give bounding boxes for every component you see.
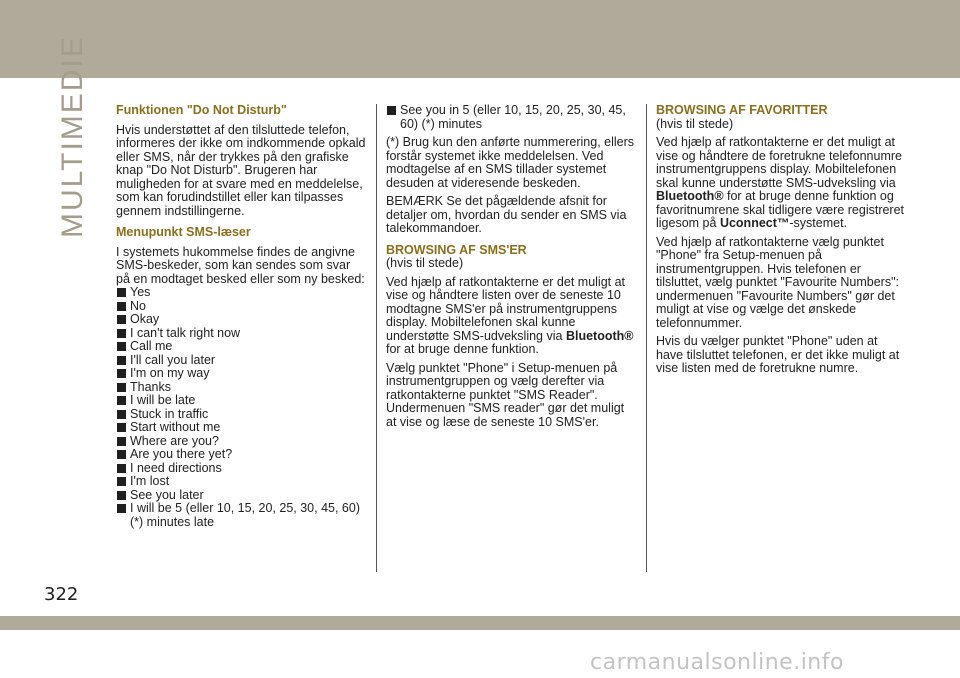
list-item: No <box>116 300 366 314</box>
list-item: See you in 5 (eller 10, 15, 20, 25, 30, 45, 60) (*) minutes <box>386 104 636 131</box>
paragraph-favorites-no-phone: Hvis du vælger punktet "Phone" uden at have tilsluttet telefonen, er det ikke muligt at vise listen med de foretrukne numre. <box>656 334 900 375</box>
paragraph-sms-reader-steps: Vælg punktet "Phone" i Setup-menuen på instrumentgruppen og vælg derefter via ratkontakterne punktet "SMS Reader". Undermenuen "SMS reader" gør det muligt at vise og læse de seneste 10 SMS'er. <box>386 360 625 429</box>
square-bullet-icon <box>117 302 126 311</box>
square-bullet-icon <box>117 437 126 446</box>
heading-sms-reader-menu: Menupunkt SMS-læser <box>116 225 251 239</box>
paragraph-browsing-sms: Ved hjælp af ratkontakterne er det muligt at vise og håndtere listen over de seneste 10 modtagne SMS'er på instrumentgruppens display. Mobiltelefonen skal kunne understøtte SMS-udveksling via Bluetooth® for at bruge denne funktion. <box>386 274 634 356</box>
column-3 <box>656 104 906 381</box>
column-1 <box>116 104 366 529</box>
square-bullet-icon <box>117 450 126 459</box>
column-2 <box>386 104 636 434</box>
list-item: Stuck in traffic <box>116 408 366 422</box>
list-item: I will be 5 (eller 10, 15, 20, 25, 30, 45, 60) (*) minutes late <box>116 502 366 529</box>
header-band <box>0 0 960 78</box>
square-bullet-icon <box>117 504 126 513</box>
square-bullet-icon <box>117 423 126 432</box>
square-bullet-icon <box>117 288 126 297</box>
watermark-text: carmanualsonline.info <box>590 650 844 675</box>
sms-message-list-continued <box>386 104 636 131</box>
square-bullet-icon <box>387 106 396 115</box>
paragraph-voice-note: BEMÆRK Se det pågældende afsnit for detaljer om, hvordan du sender en SMS via talekommandoer. <box>386 194 627 235</box>
column-divider-1 <box>376 104 377 572</box>
list-item: I'll call you later <box>116 354 366 368</box>
square-bullet-icon <box>117 410 126 419</box>
paragraph-numbering-note: (*) Brug kun den anførte nummerering, ellers forstår systemet ikke meddelelsen. Ved modtagelse af en SMS tillader systemet desuden at videresende beskeden. <box>386 135 635 190</box>
list-item: I can't talk right now <box>116 327 366 341</box>
list-item: Yes <box>116 286 366 300</box>
sms-message-list <box>116 286 366 529</box>
section-side-label-text: MULTIMEDIE <box>56 35 89 238</box>
subheading-if-present: (hvis til stede) <box>656 116 734 131</box>
square-bullet-icon <box>117 383 126 392</box>
square-bullet-icon <box>117 356 126 365</box>
square-bullet-icon <box>117 342 126 351</box>
subheading-if-present: (hvis til stede) <box>386 256 464 270</box>
square-bullet-icon <box>117 491 126 500</box>
page-number: 322 <box>44 584 79 605</box>
paragraph-favorites-steps: Ved hjælp af ratkontakterne vælg punktet "Phone" fra Setup-menuen på instrumentgruppen. Hvis telefonen er tilsluttet, vælg punktet "Favourite Numbers": undermenuen "Favourite Numbers" gør det muligt at vise og vælge det ønskede telefonnummer. <box>656 234 899 330</box>
square-bullet-icon <box>117 477 126 486</box>
heading-browsing-sms: BROWSING AF SMS'ER <box>386 242 527 257</box>
list-item: I need directions <box>116 462 366 476</box>
list-item: I'm lost <box>116 475 366 489</box>
list-item: Where are you? <box>116 435 366 449</box>
heading-browsing-favorites: BROWSING AF FAVORITTER <box>656 103 828 117</box>
footer-band <box>0 616 960 630</box>
list-item: Are you there yet? <box>116 448 366 462</box>
heading-do-not-disturb: Funktionen "Do Not Disturb" <box>116 103 287 117</box>
square-bullet-icon <box>117 369 126 378</box>
list-item: I will be late <box>116 394 366 408</box>
paragraph-do-not-disturb: Hvis understøttet af den tilsluttede telefon, informeres der ikke om indkommende opkald eller SMS, når der trykkes på den grafiske knap "Do Not Disturb". Brugeren har muligheden for at svare med en meddelelse, som kan forudindstillet eller kan tilpasses gennem indstillingerne. <box>116 122 366 218</box>
list-item: Start without me <box>116 421 366 435</box>
list-item: See you later <box>116 489 366 503</box>
list-item: Thanks <box>116 381 366 395</box>
paragraph-sms-reader-menu: I systemets hukommelse findes de angivne SMS-beskeder, som kan sendes som svar på en modtaget besked eller som ny besked: <box>116 244 365 286</box>
list-item: Call me <box>116 340 366 354</box>
square-bullet-icon <box>117 396 126 405</box>
square-bullet-icon <box>117 329 126 338</box>
column-divider-2 <box>646 104 647 572</box>
list-item: I'm on my way <box>116 367 366 381</box>
list-item: Okay <box>116 313 366 327</box>
square-bullet-icon <box>117 464 126 473</box>
paragraph-browsing-favorites: Ved hjælp af ratkontakterne er det muligt at vise og håndtere de foretrukne telefonnumre instrumentgruppens display. Mobiltelefonen skal kunne understøtte SMS-udveksling via Bluetooth® for at bruge denne funktion og favoritnumrene skal tidligere være registreret ligesom på Uconnect™-systemet. <box>656 135 905 230</box>
square-bullet-icon <box>117 315 126 324</box>
